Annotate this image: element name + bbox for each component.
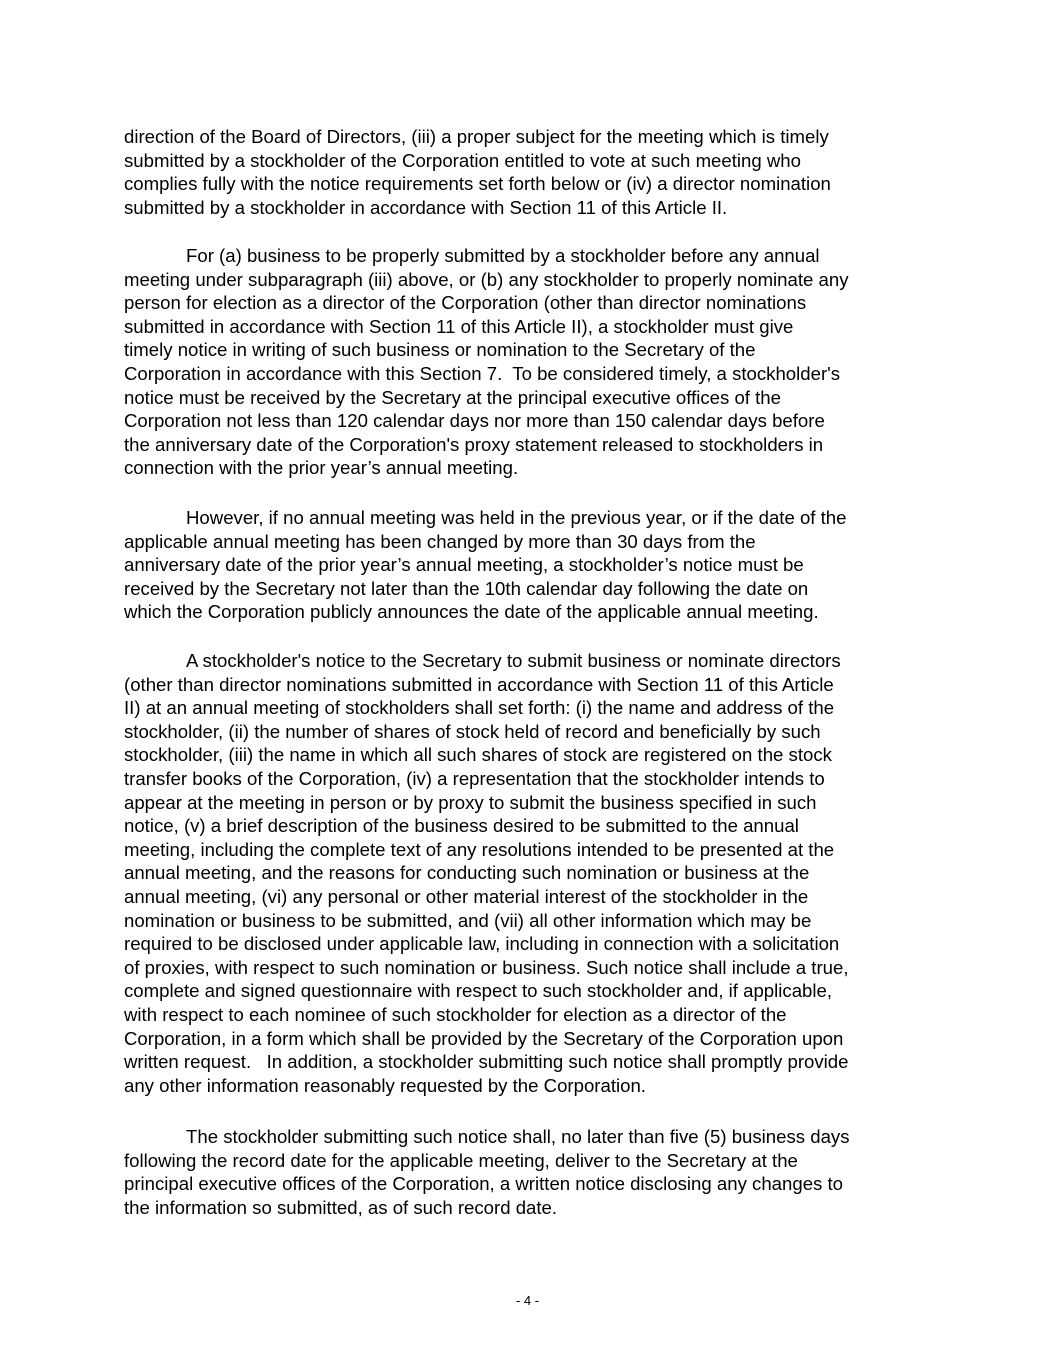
text-line: A stockholder's notice to the Secretary to submit business or nominate directors [186,650,841,671]
text-line: submitted in accordance with Section 11 of this Article II), a stockholder must give [124,315,794,337]
text-line: complies fully with the notice requirements set forth below or (iv) a director nomination [124,173,831,195]
text-line: direction of the Board of Directors, (iii) a proper subject for the meeting which is timely [124,126,829,147]
text-line: connection with the prior year’s annual meeting. [124,457,519,479]
text-line: For (a) business to be properly submitted by a stockholder before any annual [186,245,820,266]
text-line: principal executive offices of the Corporation, a written notice disclosing any changes to [124,1173,844,1195]
paragraph-notice-timing [124,244,944,480]
text-line: annual meeting, (vi) any personal or other material interest of the stockholder in the [124,885,809,907]
text-line: submitted by a stockholder of the Corporation entitled to vote at such meeting who [124,149,801,171]
text-line: Corporation not less than 120 calendar days nor more than 150 calendar days before [124,410,825,432]
paragraph-notice-contents [124,649,944,1097]
text-line: nomination or business to be submitted, and (vii) all other information which may be [124,909,812,931]
text-line: required to be disclosed under applicable law, including in connection with a solicitation [124,933,840,955]
text-line: stockholder, (ii) the number of shares of stock held of record and beneficially by such [124,720,821,742]
text-line: timely notice in writing of such business or nomination to the Secretary of the [124,339,756,361]
text-line: which the Corporation publicly announces the date of the applicable annual meeting. [124,601,819,623]
text-line: II) at an annual meeting of stockholders shall set forth: (i) the name and address of the [124,697,835,719]
text-line: transfer books of the Corporation, (iv) a representation that the stockholder intends to [124,767,825,789]
text-line: with respect to each nominee of such stockholder for election as a director of the [124,1003,787,1025]
text-line: the anniversary date of the Corporation's proxy statement released to stockholders in [124,433,824,455]
text-line: complete and signed questionnaire with respect to such stockholder and, if applicable, [124,980,833,1002]
paragraph-continuation [124,125,944,219]
text-line: The stockholder submitting such notice shall, no later than five (5) business days [186,1126,850,1147]
text-line: person for election as a director of the Corporation (other than director nominations [124,292,807,314]
text-line: (other than director nominations submitted in accordance with Section 11 of this Article [124,673,834,695]
text-line: meeting, including the complete text of any resolutions intended to be presented at the [124,838,835,860]
text-line: meeting under subparagraph (iii) above, or (b) any stockholder to properly nominate any [124,268,849,290]
text-line: Corporation in accordance with this Section 7. To be considered timely, a stockholder's [124,362,840,384]
text-line: written request. In addition, a stockholder submitting such notice shall promptly provide [124,1051,849,1073]
text-line: any other information reasonably requested by the Corporation. [124,1074,646,1096]
text-line: appear at the meeting in person or by proxy to submit the business specified in such [124,791,817,813]
text-line: annual meeting, and the reasons for conducting such nomination or business at the [124,862,810,884]
text-line: received by the Secretary not later than the 10th calendar day following the date on [124,577,809,599]
text-line: notice, (v) a brief description of the business desired to be submitted to the annual [124,815,799,837]
text-line: of proxies, with respect to such nomination or business. Such notice shall include a true, [124,956,849,978]
text-line: applicable annual meeting has been changed by more than 30 days from the [124,530,756,552]
text-line: Corporation, in a form which shall be provided by the Secretary of the Corporation upon [124,1027,844,1049]
text-line: stockholder, (iii) the name in which all such shares of stock are registered on the stock [124,744,832,766]
paragraph-record-date-update [124,1125,944,1219]
text-line: anniversary date of the prior year’s annual meeting, a stockholder’s notice must be [124,554,804,576]
text-line: notice must be received by the Secretary at the principal executive offices of the [124,386,781,408]
text-line: submitted by a stockholder in accordance with Section 11 of this Article II. [124,196,728,218]
page-number: - 4 - [515,1293,540,1308]
text-line: the information so submitted, as of such record date. [124,1196,558,1218]
text-line: However, if no annual meeting was held in the previous year, or if the date of the [186,507,847,528]
text-line: following the record date for the applicable meeting, deliver to the Secretary at the [124,1149,798,1171]
paragraph-changed-date [124,506,944,624]
